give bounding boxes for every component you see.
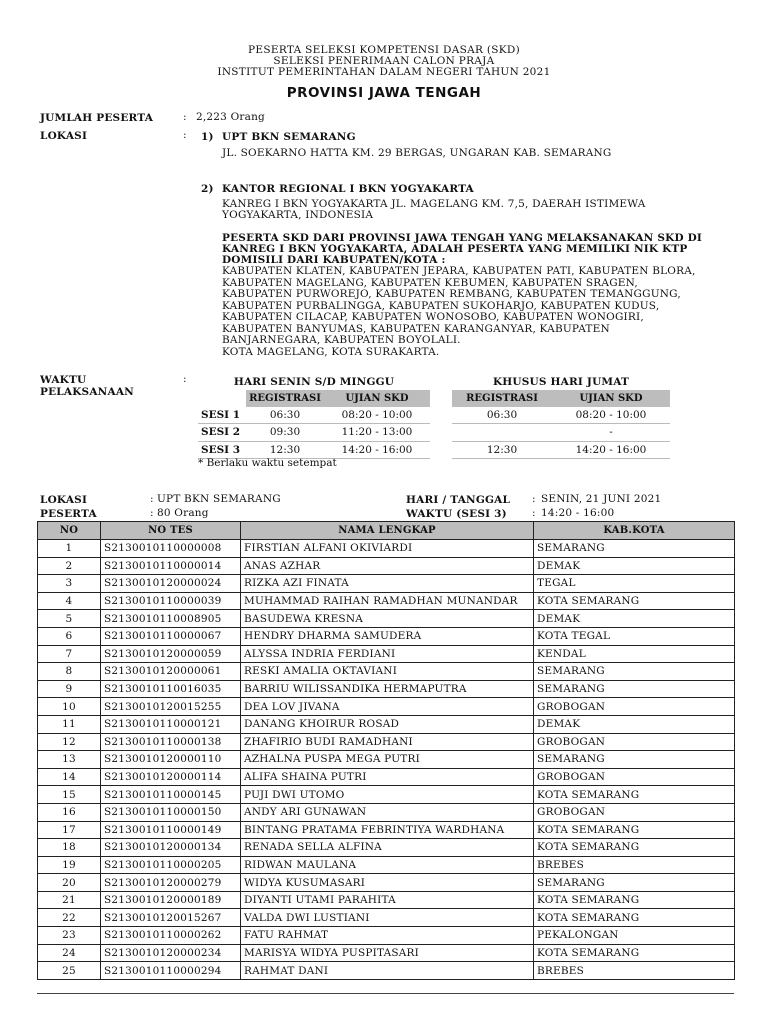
row-no: 2 [38, 557, 101, 575]
registrasi-time: 12:30 [246, 441, 324, 459]
session-hari-value: SENIN, 21 JUNI 2021 [541, 493, 662, 505]
row-nama: MUHAMMAD RAIHAN RAMADHAN MUNANDAR [241, 592, 534, 610]
jumlah-label: JUMLAH PESERTA [40, 112, 154, 124]
sesi-label: SESI 1 [198, 407, 246, 424]
row-no: 24 [38, 944, 101, 962]
row-notes: S2130010120015255 [101, 698, 241, 716]
registrasi-time: 06:30 [452, 407, 552, 424]
row-no: 9 [38, 680, 101, 698]
row-notes: S2130010110000121 [101, 715, 241, 733]
table-row [38, 856, 735, 874]
row-notes: S2130010120000134 [101, 839, 241, 857]
row-nama: VALDA DWI LUSTIANI [241, 909, 534, 927]
row-kabkota: GROBOGAN [534, 698, 735, 716]
schedule-row [198, 441, 430, 459]
table-row [38, 909, 735, 927]
table-row [38, 680, 735, 698]
row-nama: DEA LOV JIVANA [241, 698, 534, 716]
table-row [38, 575, 735, 593]
table-row [38, 540, 735, 558]
row-nama: DANANG KHOIRUR ROSAD [241, 715, 534, 733]
session-lokasi-value: UPT BKN SEMARANG [157, 493, 281, 505]
row-notes: S2130010120000059 [101, 645, 241, 663]
row-kabkota: SEMARANG [534, 540, 735, 558]
table-row [38, 962, 735, 980]
row-notes: S2130010110000145 [101, 786, 241, 804]
row-no: 25 [38, 962, 101, 980]
table-row [38, 821, 735, 839]
table-row [38, 803, 735, 821]
row-notes: S2130010110000008 [101, 540, 241, 558]
colon: : [150, 493, 154, 505]
left-schedule-title: HARI SENIN S/D MINGGU [233, 376, 395, 388]
row-nama: ALIFA SHAINA PUTRI [241, 768, 534, 786]
row-notes: S2130010110000205 [101, 856, 241, 874]
row-nama: FATU RAHMAT [241, 927, 534, 945]
colon: : [183, 111, 187, 123]
table-row [38, 927, 735, 945]
table-row [38, 698, 735, 716]
row-notes: S2130010120000279 [101, 874, 241, 892]
row-kabkota: SEMARANG [534, 751, 735, 769]
row-no: 1 [38, 540, 101, 558]
loc1-name: UPT BKN SEMARANG [222, 131, 356, 143]
schedule-row [452, 407, 670, 424]
table-row [38, 645, 735, 663]
lokasi-label: LOKASI [40, 130, 88, 142]
row-kabkota: KOTA TEGAL [534, 627, 735, 645]
loc2-number: 2) [201, 183, 214, 195]
table-row [38, 663, 735, 681]
row-nama: HENDRY DHARMA SAMUDERA [241, 627, 534, 645]
session-lokasi-label: LOKASI [40, 494, 88, 506]
row-notes: S2130010110000262 [101, 927, 241, 945]
table-row [38, 733, 735, 751]
row-nama: ANAS AZHAR [241, 557, 534, 575]
row-kabkota: BREBES [534, 962, 735, 980]
row-nama: BASUDEWA KRESNA [241, 610, 534, 628]
row-notes: S2130010120015267 [101, 909, 241, 927]
loc2-address-1: KANREG I BKN YOGYAKARTA JL. MAGELANG KM. 7,5, DAERAH ISTIMEWA [222, 198, 646, 210]
province-title: PROVINSI JAWA TENGAH [286, 85, 482, 101]
ujian-time: - [552, 424, 670, 442]
right-schedule-title: KHUSUS HARI JUMAT [492, 376, 630, 388]
row-no: 7 [38, 645, 101, 663]
schedule-row [198, 424, 430, 442]
row-kabkota: SEMARANG [534, 874, 735, 892]
table-row [38, 839, 735, 857]
col-notes-header: NO TES [101, 522, 241, 540]
ujian-time: 11:20 - 13:00 [324, 424, 430, 442]
registrasi-header: REGISTRASI [246, 390, 324, 407]
registrasi-time: 09:30 [246, 424, 324, 442]
regency-list-8: KOTA MAGELANG, KOTA SURAKARTA. [222, 345, 440, 358]
row-no: 22 [38, 909, 101, 927]
row-no: 10 [38, 698, 101, 716]
ujian-header: UJIAN SKD [324, 390, 430, 407]
colon: : [532, 493, 536, 505]
row-notes: S2130010120000114 [101, 768, 241, 786]
empty-header [198, 390, 246, 407]
row-nama: RENADA SELLA ALFINA [241, 839, 534, 857]
row-notes: S2130010110008905 [101, 610, 241, 628]
time-footnote: * Berlaku waktu setempat [198, 457, 337, 469]
row-notes: S2130010110000149 [101, 821, 241, 839]
row-kabkota: GROBOGAN [534, 803, 735, 821]
row-no: 16 [38, 803, 101, 821]
row-no: 19 [38, 856, 101, 874]
waktu-label: WAKTU [40, 374, 87, 386]
table-body [38, 540, 735, 980]
registrasi-time: 12:30 [452, 441, 552, 459]
regency-list-6: KABUPATEN BANYUMAS, KABUPATEN KARANGANYAR, KABUPATEN [222, 322, 610, 335]
row-nama: RAHMAT DANI [241, 962, 534, 980]
row-no: 6 [38, 627, 101, 645]
row-no: 23 [38, 927, 101, 945]
row-kabkota: DEMAK [534, 557, 735, 575]
row-kabkota: KENDAL [534, 645, 735, 663]
schedule-row [452, 441, 670, 459]
row-nama: RIZKA AZI FINATA [241, 575, 534, 593]
row-no: 18 [38, 839, 101, 857]
row-no: 12 [38, 733, 101, 751]
row-kabkota: KOTA SEMARANG [534, 821, 735, 839]
row-no: 15 [38, 786, 101, 804]
row-kabkota: SEMARANG [534, 680, 735, 698]
row-kabkota: KOTA SEMARANG [534, 944, 735, 962]
row-notes: S2130010120000024 [101, 575, 241, 593]
session-peserta-label: PESERTA [40, 508, 97, 520]
row-nama: MARISYA WIDYA PUSPITASARI [241, 944, 534, 962]
table-row [38, 592, 735, 610]
ujian-time: 14:20 - 16:00 [552, 441, 670, 459]
session-waktu-label: WAKTU (SESI 3) [406, 508, 507, 520]
row-kabkota: KOTA SEMARANG [534, 786, 735, 804]
row-no: 3 [38, 575, 101, 593]
table-row [38, 610, 735, 628]
ujian-time: 14:20 - 16:00 [324, 441, 430, 459]
domicile-note-2: KANREG I BKN YOGYAKARTA, ADALAH PESERTA YANG MEMILIKI NIK KTP [222, 243, 688, 255]
col-no-header: NO [38, 522, 101, 540]
table-row [38, 715, 735, 733]
row-no: 4 [38, 592, 101, 610]
colon: : [183, 373, 187, 385]
row-nama: DIYANTI UTAMI PARAHITA [241, 891, 534, 909]
header-line-3: INSTITUT PEMERINTAHAN DALAM NEGERI TAHUN 2021 [217, 66, 551, 78]
header-line-2: SELEKSI PENERIMAAN CALON PRAJA [273, 55, 495, 67]
row-no: 14 [38, 768, 101, 786]
row-no: 11 [38, 715, 101, 733]
row-no: 20 [38, 874, 101, 892]
row-kabkota: KOTA SEMARANG [534, 909, 735, 927]
colon: : [150, 507, 154, 519]
session-hari-label: HARI / TANGGAL [406, 494, 511, 506]
row-no: 8 [38, 663, 101, 681]
row-nama: BINTANG PRATAMA FEBRINTIYA WARDHANA [241, 821, 534, 839]
colon: : [532, 507, 536, 519]
table-row [38, 557, 735, 575]
table-row [38, 786, 735, 804]
colon: : [183, 129, 187, 141]
row-notes: S2130010110000294 [101, 962, 241, 980]
row-notes: S2130010120000061 [101, 663, 241, 681]
row-nama: AZHALNA PUSPA MEGA PUTRI [241, 751, 534, 769]
schedule-row [198, 407, 430, 424]
row-kabkota: PEKALONGAN [534, 927, 735, 945]
jumlah-value: 2,223 Orang [196, 111, 265, 123]
domicile-note-1: PESERTA SKD DARI PROVINSI JAWA TENGAH YANG MELAKSANAKAN SKD DI [222, 232, 703, 244]
row-kabkota: DEMAK [534, 610, 735, 628]
row-nama: BARRIU WILISSANDIKA HERMAPUTRA [241, 680, 534, 698]
regency-list-4: KABUPATEN PURBALINGGA, KABUPATEN SUKOHARJO, KABUPATEN KUDUS, [222, 299, 660, 312]
session-peserta-value: 80 Orang [157, 507, 209, 519]
registrasi-header: REGISTRASI [452, 390, 552, 407]
row-kabkota: KOTA SEMARANG [534, 891, 735, 909]
row-nama: ZHAFIRIO BUDI RAMADHANI [241, 733, 534, 751]
row-notes: S2130010120000234 [101, 944, 241, 962]
registrasi-time [452, 424, 552, 442]
header-line-1: PESERTA SELEKSI KOMPETENSI DASAR (SKD) [248, 44, 520, 56]
bottom-rule [37, 993, 734, 994]
row-no: 17 [38, 821, 101, 839]
regency-list-2: KABUPATEN MAGELANG, KABUPATEN KEBUMEN, KABUPATEN SRAGEN, [222, 276, 638, 289]
loc2-name: KANTOR REGIONAL I BKN YOGYAKARTA [222, 183, 474, 195]
ujian-time: 08:20 - 10:00 [324, 407, 430, 424]
loc1-address: JL. SOEKARNO HATTA KM. 29 BERGAS, UNGARAN KAB. SEMARANG [222, 147, 612, 159]
sesi-label: SESI 3 [198, 441, 246, 459]
row-nama: PUJI DWI UTOMO [241, 786, 534, 804]
row-kabkota: SEMARANG [534, 663, 735, 681]
row-nama: RIDWAN MAULANA [241, 856, 534, 874]
table-row [38, 944, 735, 962]
table-row [38, 751, 735, 769]
col-nama-header: NAMA LENGKAP [241, 522, 534, 540]
row-nama: FIRSTIAN ALFANI OKIVIARDI [241, 540, 534, 558]
registrasi-time: 06:30 [246, 407, 324, 424]
row-kabkota: KOTA SEMARANG [534, 592, 735, 610]
regency-list-1: KABUPATEN KLATEN, KABUPATEN JEPARA, KABUPATEN PATI, KABUPATEN BLORA, [222, 265, 696, 277]
row-kabkota: GROBOGAN [534, 768, 735, 786]
schedule-table-weekdays [198, 390, 430, 459]
row-kabkota: TEGAL [534, 575, 735, 593]
table-row [38, 874, 735, 892]
row-notes: S2130010110000067 [101, 627, 241, 645]
row-nama: ANDY ARI GUNAWAN [241, 803, 534, 821]
ujian-time: 08:20 - 10:00 [552, 407, 670, 424]
col-kabkota-header: KAB.KOTA [534, 522, 735, 540]
schedule-row [452, 424, 670, 442]
regency-list-7: BANJARNEGARA, KABUPATEN BOYOLALI. [222, 334, 461, 346]
table-row [38, 891, 735, 909]
row-notes: S2130010120000189 [101, 891, 241, 909]
domicile-note-3: DOMISILI DARI KABUPATEN/KOTA : [222, 254, 446, 266]
table-row [38, 768, 735, 786]
row-notes: S2130010110000014 [101, 557, 241, 575]
table-row [38, 627, 735, 645]
row-notes: S2130010110000150 [101, 803, 241, 821]
row-notes: S2130010110000039 [101, 592, 241, 610]
row-notes: S2130010110000138 [101, 733, 241, 751]
row-notes: S2130010110016035 [101, 680, 241, 698]
pelaksanaan-label: PELAKSANAAN [40, 386, 134, 398]
row-kabkota: BREBES [534, 856, 735, 874]
schedule-table-friday [452, 390, 670, 459]
row-nama: RESKI AMALIA OKTAVIANI [241, 663, 534, 681]
row-no: 13 [38, 751, 101, 769]
participants-table [37, 521, 735, 980]
row-nama: WIDYA KUSUMASARI [241, 874, 534, 892]
ujian-header: UJIAN SKD [552, 390, 670, 407]
row-notes: S2130010120000110 [101, 751, 241, 769]
loc1-number: 1) [201, 131, 214, 143]
loc2-address-2: YOGYAKARTA, INDONESIA [222, 209, 374, 221]
row-kabkota: KOTA SEMARANG [534, 839, 735, 857]
row-nama: ALYSSA INDRIA FERDIANI [241, 645, 534, 663]
session-waktu-value: 14:20 - 16:00 [541, 507, 615, 519]
regency-list-3: KABUPATEN PURWOREJO, KABUPATEN REMBANG, KABUPATEN TEMANGGUNG, [222, 288, 681, 300]
regency-list-5: KABUPATEN CILACAP, KABUPATEN WONOSOBO, KABUPATEN WONOGIRI, [222, 311, 644, 323]
row-kabkota: DEMAK [534, 715, 735, 733]
row-no: 21 [38, 891, 101, 909]
sesi-label: SESI 2 [198, 424, 246, 442]
row-kabkota: GROBOGAN [534, 733, 735, 751]
row-no: 5 [38, 610, 101, 628]
table-header-row [38, 522, 735, 540]
